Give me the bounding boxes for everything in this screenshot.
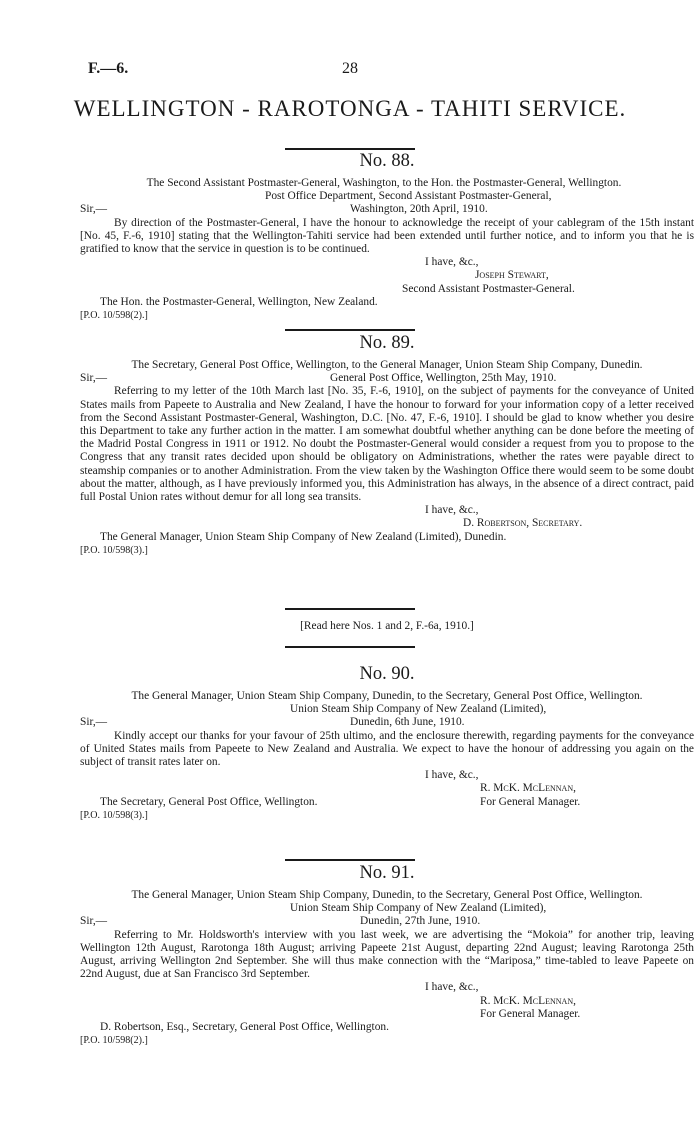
letter-addressee: The General Manager, Union Steam Ship Company of New Zealand (Limited), Dunedin. (100, 530, 507, 543)
letter-address-row (80, 902, 694, 915)
letter-from-line: Union Steam Ship Company of New Zealand (Limited), (290, 703, 547, 716)
file-reference: [P.O. 10/598(2).] (80, 1035, 148, 1047)
letter-89 (80, 333, 694, 557)
letter-signature: R. McK. McLennan, (480, 782, 576, 795)
letter-signature-title: Second Assistant Postmaster-General. (402, 282, 575, 295)
letter-body: By direction of the Postmaster-General, I have the honour to acknowledge the receipt of your cablegram of the 15th instant [No. 45, F.-6, 1910] stating that the Wellington-Tahiti service had been extended until further notice, and to inform you that he is gratified to know that the service in question is to be continued. (80, 216, 694, 255)
divider-rule (285, 646, 415, 648)
letter-closing: I have, &c., (425, 981, 479, 994)
file-reference: [P.O. 10/598(3).] (80, 544, 148, 556)
letter-addressee: The Hon. the Postmaster-General, Wellington, New Zealand. (100, 295, 378, 308)
letter-91 (80, 863, 694, 1047)
letter-closing: I have, &c., (425, 504, 479, 517)
page-title: WELLINGTON - RAROTONGA - TAHITI SERVICE. (73, 96, 627, 121)
letter-88 (80, 151, 694, 322)
letter-90 (80, 664, 694, 822)
letter-from-line: Post Office Department, Second Assistant Postmaster-General, (265, 190, 552, 203)
letter-heading: The Second Assistant Postmaster-General, Washington, to the Hon. the Postmaster-General, Wellington. (146, 177, 622, 189)
divider-rule (285, 329, 415, 331)
letter-signature: Joseph Stewart, (475, 269, 549, 282)
letter-number: No. 88. (359, 151, 415, 171)
letter-heading: The General Manager, Union Steam Ship Company, Dunedin, to the Secretary, General Post Office, Wellington. (131, 889, 643, 901)
divider-rule (285, 608, 415, 610)
document-reference: F.—6. (88, 60, 129, 77)
divider-rule (285, 148, 415, 150)
read-here-note: [Read here Nos. 1 and 2, F.-6a, 1910.] (300, 620, 474, 632)
letter-date-line: Washington, 20th April, 1910. (350, 203, 488, 216)
letter-body: Referring to Mr. Holdsworth's interview with you last week, we are advertising the “Mokoia” for another trip, leaving Wellington 12th August, Rarotonga 18th August; arriving Papeete 21st August, departing 22nd August; leaving Rarotonga 25th August, arriving Wellington 2nd September. She will thus make connection with the “Mariposa,” time-tabled to leave Papeete on 22nd August, due at San Francisco 3rd September. (80, 928, 694, 981)
divider-rule (285, 859, 415, 861)
letter-number: No. 89. (359, 333, 415, 353)
letter-address-row (80, 915, 694, 928)
letter-addressee: The Secretary, General Post Office, Wellington. (100, 795, 318, 808)
letter-address-row (80, 203, 694, 216)
letter-closing: I have, &c., (425, 256, 479, 269)
file-reference: [P.O. 10/598(3).] (80, 809, 148, 821)
letter-number: No. 90. (359, 664, 415, 684)
salutation: Sir,— (80, 915, 108, 928)
letter-date-line: General Post Office, Wellington, 25th May, 1910. (330, 372, 557, 385)
salutation: Sir,— (80, 203, 108, 216)
letter-signature-title: For General Manager. (480, 795, 581, 808)
letter-address-row (80, 190, 694, 203)
letter-signature-title: For General Manager. (480, 1007, 581, 1020)
letter-heading: The General Manager, Union Steam Ship Company, Dunedin, to the Secretary, General Post Office, Wellington. (131, 690, 643, 702)
letter-from-line: Union Steam Ship Company of New Zealand (Limited), (290, 902, 547, 915)
letter-body: Kindly accept our thanks for your favour of 25th ultimo, and the enclosure therewith, regarding payments for the conveyance of United States mails from Papeete to New Zealand and Australia. We expect to have the honour of addressing you again on the subject of transit rates later on. (80, 729, 694, 768)
letter-body: Referring to my letter of the 10th March last [No. 35, F.-6, 1910], on the subject of payments for the conveyance of United States mails from Papeete to Australia and New Zealand, I have the honour to forward for your information copy of a letter received from the Second Assistant Postmaster-General, Washington, D.C. [No. 47, F.-6, 1910]. I should be glad to know whether you desire this Department to take any further action in the matter. I am somewhat doubtful whether anything can be done before the meeting of the Madrid Postal Congress in 1911 or 1912. No doubt the Postmaster-General would consider a request from you to propose to the Congress that any transit rates decided upon should be obligatory on Administrations, whether the rates were payable direct to steamship companies or to another Administration. From the view taken by the Washington Office there would seem to be some doubt about the matter, although, as I have previously informed you, this Administration has always, in the absence of a direct contract, paid full Postal Union rates without demur for all long sea transits. (80, 385, 694, 504)
letter-closing: I have, &c., (425, 769, 479, 782)
salutation: Sir,— (80, 372, 108, 385)
letter-addressee: D. Robertson, Esq., Secretary, General Post Office, Wellington. (100, 1020, 389, 1033)
letter-address-row (80, 372, 694, 385)
letter-address-row (80, 703, 694, 716)
letter-number: No. 91. (359, 863, 415, 883)
salutation: Sir,— (80, 716, 108, 729)
letter-signature: D. Robertson, Secretary. (463, 517, 583, 530)
letter-heading: The Secretary, General Post Office, Wellington, to the General Manager, Union Steam Ship Company, Dunedin. (131, 359, 643, 371)
file-reference: [P.O. 10/598(2).] (80, 309, 148, 321)
letter-signature: R. McK. McLennan, (480, 994, 576, 1007)
page-number: 28 (342, 60, 358, 77)
letter-date-line: Dunedin, 27th June, 1910. (360, 915, 481, 928)
letter-address-row (80, 716, 694, 729)
letter-date-line: Dunedin, 6th June, 1910. (350, 716, 465, 729)
